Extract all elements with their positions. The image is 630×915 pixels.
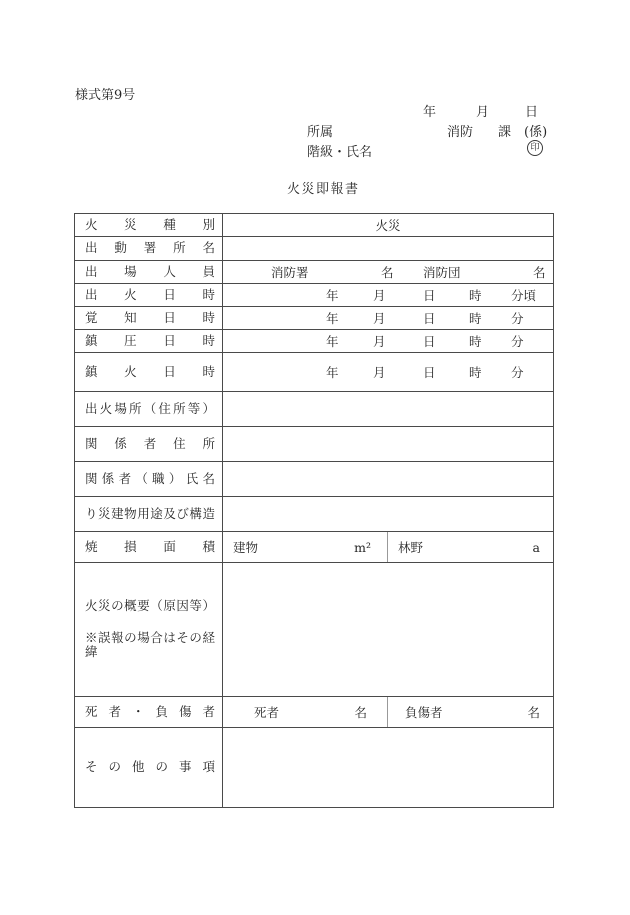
value-cell-dispatched-station xyxy=(223,237,553,261)
unit-month: 月 xyxy=(373,334,386,349)
label-cell-other-matters xyxy=(75,728,223,807)
unit-year: 年 xyxy=(326,311,339,326)
value-cell-fire-location xyxy=(223,392,553,427)
affiliation-label: 所属 xyxy=(307,125,334,140)
value-cell-awareness-datetime xyxy=(223,307,553,330)
label-cell-fire-summary xyxy=(75,563,223,697)
seal-mark-icon: 印 xyxy=(527,140,543,156)
fire-summary-label: 火災の概要（原因等） xyxy=(85,598,215,614)
label-cell-personnel xyxy=(75,261,223,284)
deaths-cell xyxy=(223,697,388,727)
row-label: 出場人員 xyxy=(85,263,215,279)
value-cell-suppression-datetime xyxy=(223,330,553,353)
unit-minute: 分 xyxy=(511,311,524,326)
row-label: 死者・負傷者 xyxy=(85,703,215,719)
label-cell-ignition-datetime xyxy=(75,284,223,307)
value-cell-related-person-name xyxy=(223,462,553,497)
label-cell-fire-location xyxy=(75,392,223,427)
row-label: その他の事項 xyxy=(85,759,215,775)
header-date-day-unit: 日 xyxy=(525,105,539,120)
injured-count-unit: 名 xyxy=(527,705,540,720)
label-cell-fire-type xyxy=(75,214,223,237)
row-label: 関係者住所 xyxy=(85,435,215,451)
unit-hour: 時 xyxy=(469,334,482,349)
label-cell-extinguish-datetime xyxy=(75,353,223,392)
unit-day: 日 xyxy=(423,365,436,380)
header-date-month-unit: 月 xyxy=(476,105,490,120)
unit-minute: 分 xyxy=(511,365,524,380)
form-number: 様式第9号 xyxy=(75,88,136,103)
fire-station-label: 消防署 xyxy=(271,265,309,280)
fire-brigade-count-unit: 名 xyxy=(533,265,546,280)
value-cell-other-matters xyxy=(223,728,553,807)
building-area-unit: m² xyxy=(354,539,371,555)
row-label: 鎮火日時 xyxy=(85,363,215,379)
label-cell-dispatched-station xyxy=(75,237,223,261)
unit-year: 年 xyxy=(326,288,339,303)
label-cell-suppression-datetime xyxy=(75,330,223,353)
affiliation-org: 消防 xyxy=(447,125,474,140)
unit-month: 月 xyxy=(373,311,386,326)
label-cell-related-person-address xyxy=(75,427,223,462)
rank-name-label: 階級・氏名 xyxy=(307,145,373,160)
unit-day: 日 xyxy=(423,311,436,326)
burned-area-building-cell xyxy=(223,532,388,562)
injured-label: 負傷者 xyxy=(405,705,443,720)
row-label: 覚知日時 xyxy=(85,309,215,325)
value-cell-related-person-address xyxy=(223,427,553,462)
value-cell-personnel xyxy=(223,261,553,284)
row-label: り災建物用途及び構造 xyxy=(85,505,215,521)
injured-cell xyxy=(388,697,553,727)
label-cell-related-person-name xyxy=(75,462,223,497)
deaths-label: 死者 xyxy=(254,705,280,720)
row-label: 火災種別 xyxy=(85,216,215,232)
row-label: 焼損面積 xyxy=(85,538,215,554)
affiliation-subsection: (係) xyxy=(524,125,548,140)
value-cell-casualties xyxy=(223,697,553,728)
row-label: 出火日時 xyxy=(85,286,215,302)
label-cell-burned-area xyxy=(75,532,223,563)
unit-day: 日 xyxy=(423,334,436,349)
unit-hour: 時 xyxy=(469,288,482,303)
forest-label: 林野 xyxy=(398,540,424,555)
forest-area-unit: a xyxy=(532,539,540,555)
unit-minute: 分頃 xyxy=(511,288,537,303)
value-cell-ignition-datetime xyxy=(223,284,553,307)
label-cell-awareness-datetime xyxy=(75,307,223,330)
unit-hour: 時 xyxy=(469,365,482,380)
unit-month: 月 xyxy=(373,288,386,303)
deaths-count-unit: 名 xyxy=(354,705,367,720)
value-cell-fire-summary xyxy=(223,563,553,697)
fire-report-table xyxy=(74,213,554,808)
unit-year: 年 xyxy=(326,365,339,380)
affiliation-section: 課 xyxy=(498,125,512,140)
header-date-year-unit: 年 xyxy=(423,105,437,120)
value-cell-building-use-structure xyxy=(223,497,553,532)
fire-brigade-label: 消防団 xyxy=(423,265,461,280)
label-cell-casualties xyxy=(75,697,223,728)
unit-hour: 時 xyxy=(469,311,482,326)
unit-minute: 分 xyxy=(511,334,524,349)
building-label: 建物 xyxy=(233,540,259,555)
value-cell-fire-type xyxy=(223,214,553,237)
value-cell-burned-area xyxy=(223,532,553,563)
row-label: 出火場所（住所等） xyxy=(85,400,215,416)
label-cell-building-use-structure xyxy=(75,497,223,532)
row-label: 関係者（職）氏名 xyxy=(85,470,215,486)
row-label: 鎮圧日時 xyxy=(85,332,215,348)
unit-month: 月 xyxy=(373,365,386,380)
unit-day: 日 xyxy=(423,288,436,303)
fire-type-value: 火災 xyxy=(375,218,401,233)
fire-station-count-unit: 名 xyxy=(381,265,394,280)
unit-year: 年 xyxy=(326,334,339,349)
value-cell-extinguish-datetime xyxy=(223,353,553,392)
row-label: 出動署所名 xyxy=(85,240,215,256)
page-title: 火災即報書 xyxy=(287,182,360,197)
false-report-note-label: ※誤報の場合はその経緯 xyxy=(85,629,215,660)
burned-area-forest-cell xyxy=(388,532,553,562)
